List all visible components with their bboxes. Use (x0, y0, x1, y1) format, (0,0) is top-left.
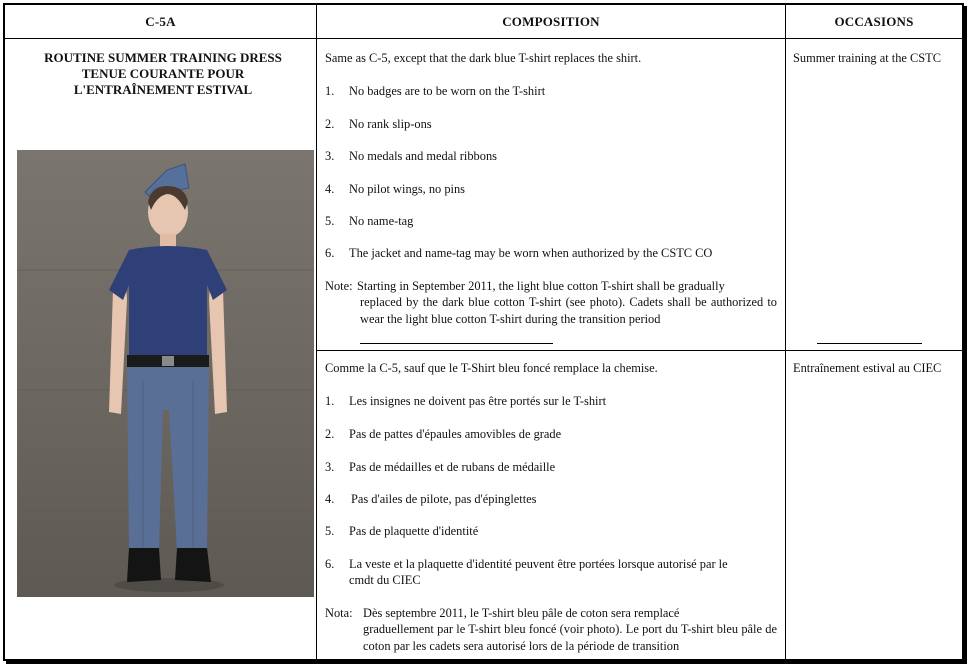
divider-rule (360, 343, 553, 344)
dress-title-line: ROUTINE SUMMER TRAINING DRESS (44, 50, 282, 65)
list-item: La veste et la plaquette d'identité peuvent être portées lorsque autorisé par le (349, 557, 728, 571)
divider-rule (817, 343, 922, 344)
list-item-number: 4. (325, 492, 335, 506)
list-item-number: 3. (325, 149, 335, 163)
list-item-number: 6. (325, 557, 335, 571)
list-item: The jacket and name-tag may be worn when authorized by the CSTC CO (349, 246, 713, 260)
dress-title-line: TENUE COURANTE POUR (81, 66, 245, 81)
dress-title (15, 50, 311, 98)
intro-french: Comme la C-5, sauf que le T-Shirt bleu foncé remplace la chemise. (325, 361, 658, 375)
list-item: No pilot wings, no pins (349, 182, 465, 196)
list-item: Pas d'ailes de pilote, pas d'épinglettes (351, 492, 537, 506)
note-french-first-line: Dès septembre 2011, le T-shirt bleu pâle de coton sera remplacé (363, 606, 680, 620)
list-item-number: 1. (325, 84, 335, 98)
note-label-english: Note: (325, 279, 353, 293)
column-divider (316, 5, 317, 659)
note-english-first-line: Starting in September 2011, the light blue cotton T-shirt shall be gradually (357, 279, 725, 293)
cadet-uniform-photo (17, 150, 314, 597)
list-item-number: 1. (325, 394, 335, 408)
list-item-continued: cmdt du CIEC (349, 573, 421, 587)
header-code: C-5A (145, 13, 176, 29)
note-english-continued: replaced by the dark blue cotton T-shirt (see photo). Cadets shall be authorized to wear the light blue cotton T-shirt during the transition period (360, 295, 777, 326)
list-item: Pas de médailles et de rubans de médaille (349, 460, 556, 474)
list-item-number: 5. (325, 524, 335, 538)
list-item: Pas de plaquette d'identité (349, 524, 479, 538)
note-label-french: Nota: (325, 606, 353, 620)
column-divider (785, 5, 786, 659)
note-french-continued: graduellement par le T-shirt bleu foncé (voir photo). Le port du T-shirt bleu pâle de coton par les cadets sera autorisé lors de la période de transition (363, 622, 777, 653)
list-item: No badges are to be worn on the T-shirt (349, 84, 546, 98)
uniform-table (3, 3, 964, 661)
list-item: No rank slip-ons (349, 117, 432, 131)
list-item: Pas de pattes d'épaules amovibles de grade (349, 427, 562, 441)
list-item-number: 3. (325, 460, 335, 474)
list-item-number: 2. (325, 117, 335, 131)
intro-english: Same as C-5, except that the dark blue T-shirt replaces the shirt. (325, 51, 642, 65)
occasion-french: Entraînement estival au CIEC (793, 361, 942, 375)
occasion-english: Summer training at the CSTC (793, 51, 941, 65)
list-item: No name-tag (349, 214, 414, 228)
list-item: No medals and medal ribbons (349, 149, 497, 163)
section-divider (317, 350, 962, 351)
list-item-number: 5. (325, 214, 335, 228)
list-item-number: 6. (325, 246, 335, 260)
list-item: Les insignes ne doivent pas être portés sur le T-shirt (349, 394, 607, 408)
header-occasions: OCCASIONS (834, 13, 914, 29)
header-composition: COMPOSITION (502, 13, 600, 29)
list-item-number: 4. (325, 182, 335, 196)
dress-title-line: L'ENTRAÎNEMENT ESTIVAL (73, 82, 253, 97)
list-item-number: 2. (325, 427, 335, 441)
header-divider (5, 38, 962, 39)
